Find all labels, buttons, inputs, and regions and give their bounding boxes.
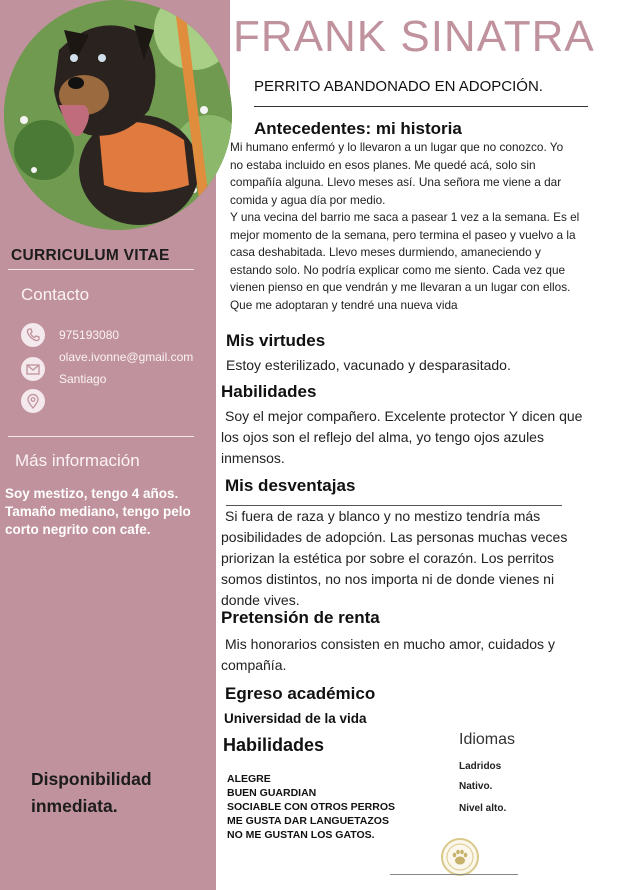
page-subtitle: PERRITO ABANDONADO EN ADOPCIÓN. [254,78,543,95]
language-level: Nativo. [459,781,493,792]
contact-phone[interactable]: 975193080 [59,328,120,342]
divider [8,269,194,270]
income-heading: Pretensión de renta [221,608,380,627]
phone-icon [21,323,45,347]
dog-photo [4,0,232,230]
location-icon [21,389,45,413]
dog-description: Soy mestizo, tengo 4 años. Tamaño mediano, tengo pelo corto negrito con cafe. [5,486,191,537]
language-level: Nivel alto. [459,803,507,814]
history-heading: Antecedentes: mi historia [254,119,462,138]
divider [8,436,194,437]
paw-badge-icon [441,838,479,876]
disadvantages-text: Si fuera de raza y blanco y no mestizo tendría más posibilidades de adopción. Las personas muchas veces priorizan la estética por sobre el corazón. Los perritos somos distintos, no nos importa ni de donde vienes ni donde vives. [221,508,568,608]
disadvantages-heading: Mis desventajas [225,476,356,495]
history-text: Mi humano enfermó y lo llevaron a un lugar que no conozco. Yo no estaba incluido en esos planes. Me quedé acá, solo sin compañía alguna. Llevo meses así. Una señora me viene a dar comida y agua día por medio. Y una vecina del barrio me saca a pasear 1 vez a la semana. Es el mejor momento de la semana, pero termina el paseo y vuelvo a la casa deshabitada. Llevo meses durmiendo, amaneciendo y estando solo. No podría explicar como me siento. Cada vez que vienen pienso en que vendrán y me llevaran a un lugar con ellos. Que me adoptaran y tendré una nueva vida [230,140,580,312]
skills-text: Soy el mejor compañero. Excelente protector Y dicen que los ojos son el reflejo del alma, yo tengo ojos azules inmensos. [221,408,583,466]
education-heading: Egreso académico [225,684,376,703]
page-title: FRANK SINATRA [233,12,595,61]
contact-heading: Contacto [21,285,90,304]
availability: Disponibilidad inmediata. [31,769,152,816]
more-info-heading: Más información [15,451,140,470]
education-institution: Universidad de la vida [224,711,367,726]
cv-title: CURRICULUM VITAE [11,247,170,264]
divider [390,874,518,875]
list-item: ALEGRE [227,773,271,785]
list-item: BUEN GUARDIAN [227,787,317,799]
contact-email[interactable]: olave.ivonne@gmail.com [59,350,194,364]
skills-list-heading: Habilidades [223,735,325,755]
skills-heading: Habilidades [221,382,317,401]
virtues-heading: Mis virtudes [226,331,326,350]
income-text: Mis honorarios consisten en mucho amor, cuidados y compañía. [221,636,555,673]
list-item: ME GUSTA DAR LANGUETAZOS [227,815,389,827]
list-item: SOCIABLE CON OTROS PERROS [227,801,396,813]
contact-location: Santiago [59,372,107,386]
mail-icon [21,357,45,381]
divider [254,106,588,107]
language-item: Ladridos [459,761,502,772]
languages-heading: Idiomas [459,731,516,748]
virtues-text: Estoy esterilizado, vacunado y desparasitado. [226,357,511,373]
skills-list [227,772,395,842]
list-item: NO ME GUSTAN LOS GATOS. [227,829,375,841]
